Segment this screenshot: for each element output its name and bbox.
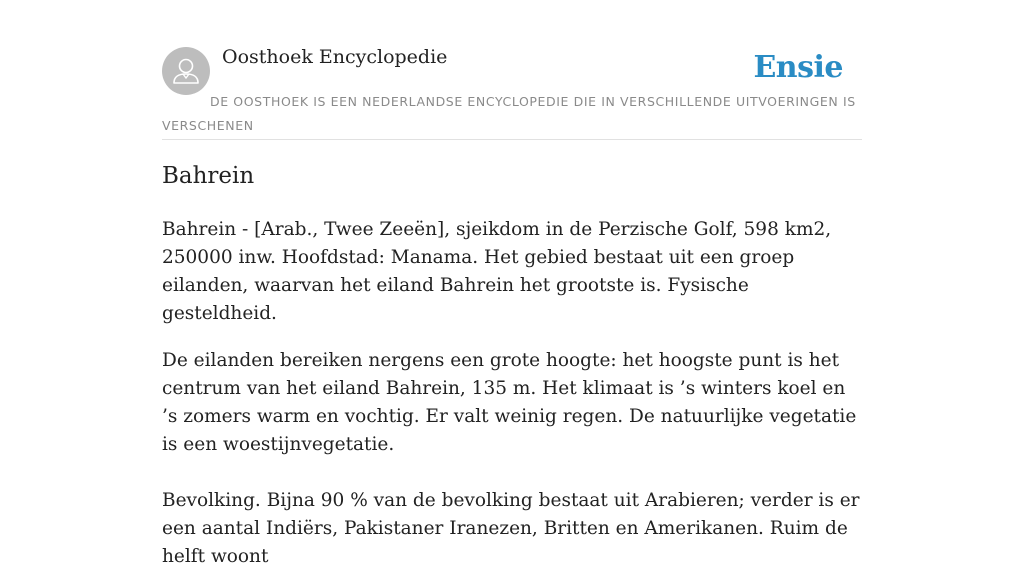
source-name[interactable]: Oosthoek Encyclopedie — [222, 46, 448, 68]
article-title: Bahrein — [162, 163, 255, 189]
user-icon — [162, 47, 210, 95]
ensie-logo[interactable]: Ensie — [753, 50, 843, 85]
article-paragraph: Bevolking. Bijna 90 % van de bevolking bestaat uit Arabieren; verder is er een aantal Indiërs, Pakistaner Iranezen, Britten en Amerikanen. Ruim de helft woont — [162, 490, 860, 567]
article-body — [162, 216, 864, 571]
article-paragraph: De eilanden bereiken nergens een grote hoogte: het hoogste punt is het centrum van het eiland Bahrein, 135 m. Het klimaat is ’s winters koel en ’s zomers warm en vochtig. Er valt weinig regen. De natuurlijke vegetatie is een woestijnvegetatie. — [162, 350, 857, 455]
article-paragraph: Bahrein - [Arab., Twee Zeeën], sjeikdom in de Perzische Golf, 598 km2, 250000 inw. Hoofdstad: Manama. Het gebied bestaat uit een groep eilanden, waarvan het eiland Bahrein het grootste is. Fysische gesteldheid. — [162, 219, 832, 324]
header-divider — [162, 139, 862, 140]
source-tagline: DE OOSTHOEK IS EEN NEDERLANDSE ENCYCLOPEDIE DIE IN VERSCHILLENDE UITVOERINGEN IS VERSCHENEN — [162, 94, 856, 133]
author-avatar[interactable] — [162, 47, 210, 95]
